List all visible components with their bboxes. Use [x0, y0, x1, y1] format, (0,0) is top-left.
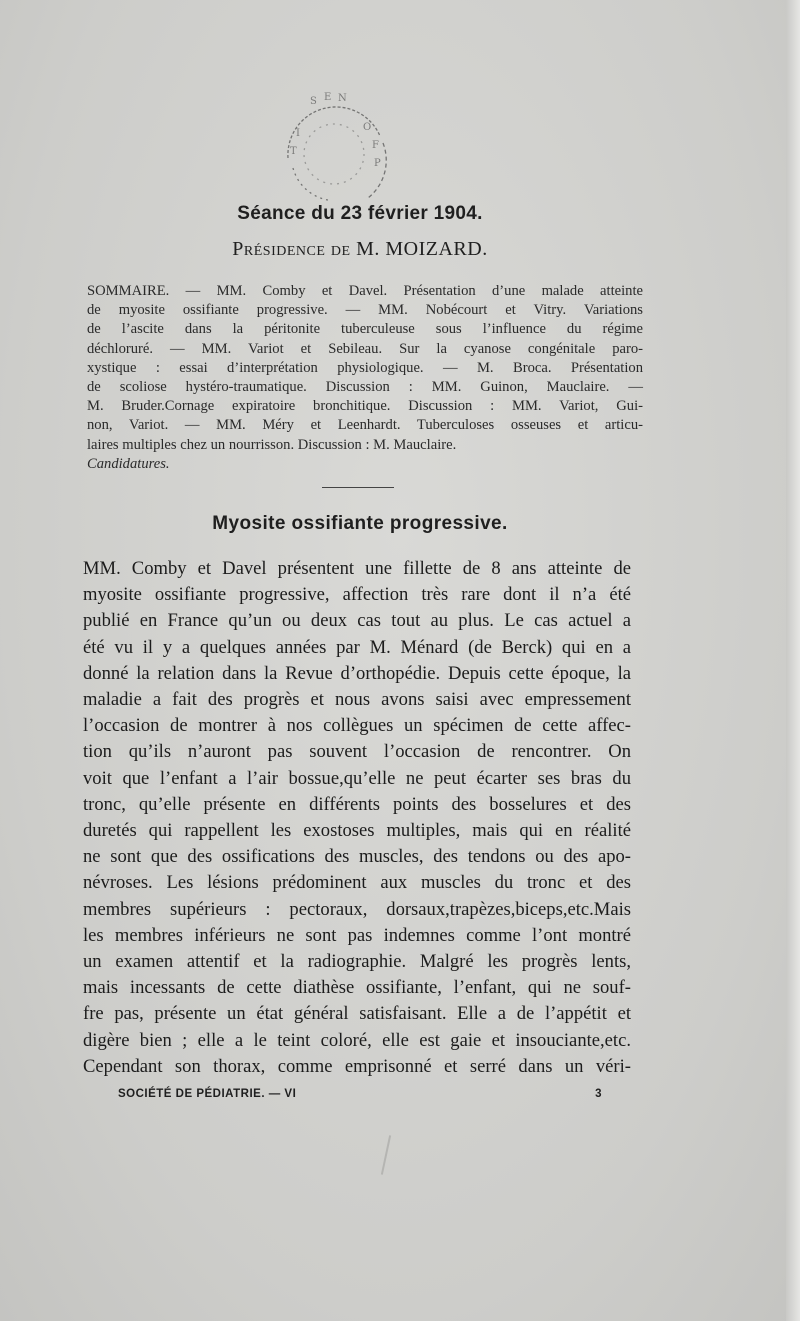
body-line: mais incessants de cette diathèse ossifiante, l’enfant, qui ne souf- [83, 977, 631, 999]
library-stamp [268, 88, 402, 222]
body-line: ne sont que des ossifications des muscles, des tendons ou des apo- [83, 846, 631, 868]
page-number: 3 [595, 1088, 602, 1100]
body-line: maladie a fait des progrès et nous avons saisi avec empressement [83, 689, 631, 711]
body-line: duretés qui rappellent les exostoses multiples, mais qui en réalité [83, 820, 631, 842]
body-line: digère bien ; elle a le teint coloré, elle est gaie et insouciante,etc. [83, 1029, 631, 1051]
body-line: MM. Comby et Davel présentent une fillette de 8 ans atteinte de [83, 558, 631, 579]
body-line: tion qu’ils n’auront pas souvent l’occasion de rencontrer. On [83, 741, 631, 763]
svg-text:T: T [290, 146, 297, 157]
body-line: l’occasion de montrer à nos collègues un spécimen de cette affec- [83, 715, 631, 737]
summary-line: SOMMAIRE. — MM. Comby et Davel. Présentation d’une malade atteinte [87, 283, 643, 299]
svg-text:P: P [374, 158, 381, 169]
svg-text:I: I [296, 128, 300, 139]
body-paragraph [83, 556, 631, 1080]
presidence-label: Présidence de [232, 238, 351, 260]
presidence-line [0, 238, 720, 261]
summary-paragraph [87, 282, 643, 474]
summary-line: de scoliose hystéro-traumatique. Discussion : MM. Guinon, Mauclaire. — [87, 379, 643, 396]
section-title: Myosite ossifiante progressive. [212, 513, 508, 534]
body-line: fre pas, présente un état général satisfaisant. Elle a de l’appétit et [83, 1003, 631, 1025]
svg-text:S: S [310, 96, 317, 107]
body-line: myosite ossifiante progressive, affection très rare dont il n’a été [83, 584, 631, 606]
summary-line: non, Variot. — MM. Méry et Leenhardt. Tuberculoses osseuses et articu- [87, 417, 643, 434]
body-line: névroses. Les lésions prédominent aux muscles du tronc et des [83, 872, 631, 894]
body-line: Cependant son thorax, comme emprisonné et serré dans un véri- [83, 1055, 631, 1077]
page-edge [786, 0, 800, 1321]
summary-line: Candidatures. [87, 455, 170, 472]
svg-text:F: F [372, 140, 379, 151]
body-line: été vu il y a quelques années par M. Ménard (de Berck) qui en a [83, 636, 631, 658]
body-line: les membres inférieurs ne sont pas indemnes comme l’ont montré [83, 924, 631, 946]
body-line: tronc, qu’elle présente en différents points des bosselures et des [83, 793, 631, 815]
body-line: voit que l’enfant a l’air bossue,qu’elle ne peut écarter ses bras du [83, 767, 631, 789]
summary-line: M. Bruder.Cornage expiratoire bronchitique. Discussion : MM. Variot, Gui- [87, 398, 643, 415]
session-title: Séance du 23 février 1904. [237, 203, 483, 224]
president-name: M. MOIZARD. [356, 238, 488, 260]
journal-title: SOCIÉTÉ DE PÉDIATRIE. — VI [118, 1088, 297, 1100]
body-line: donné la relation dans la Revue d’orthopédie. Depuis cette époque, la [83, 662, 631, 684]
svg-text:O: O [363, 122, 372, 133]
summary-line: laires multiples chez un nourrisson. Discussion : M. Mauclaire. [87, 436, 457, 453]
svg-text:E: E [324, 92, 332, 103]
summary-line: de l’ascite dans la péritonite tuberculeuse sous l’influence du régime [87, 321, 643, 338]
body-line: un examen attentif et la radiographie. Malgré les progrès lents, [83, 951, 631, 973]
section-divider [322, 487, 394, 488]
summary-line: de myosite ossifiante progressive. — MM. Nobécourt et Vitry. Variations [87, 302, 643, 319]
body-line: publié en France qu’un ou deux cas tout au plus. Le cas actuel a [83, 610, 631, 632]
summary-line: xystique : essai d’interprétation physiologique. — M. Broca. Présentation [87, 359, 643, 376]
body-line: membres supérieurs : pectoraux, dorsaux,trapèzes,biceps,etc.Mais [83, 898, 631, 920]
summary-line: déchloruré. — MM. Variot et Sebileau. Sur la cyanose congénitale paro- [87, 340, 643, 357]
svg-text:N: N [338, 93, 347, 104]
